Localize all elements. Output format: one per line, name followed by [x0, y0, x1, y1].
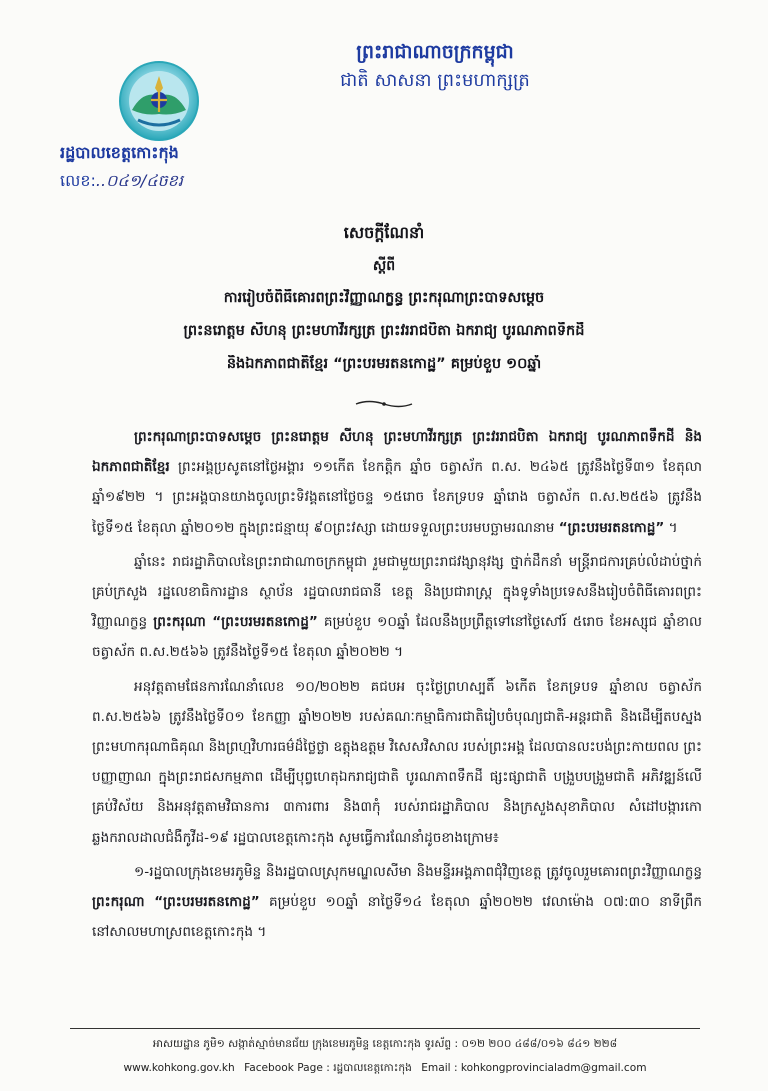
facebook-label: Facebook Page : [244, 1062, 330, 1074]
item-1-text: ១-រដ្ឋបាលក្រុងខេមរភូមិន្ទ និងរដ្ឋបាលស្រុកមណ្ឌលសីមា និងមន្ទីរអង្គភាពជុំវិញខេត្ត ត្រូវចូលរួមគោរពព្រះវិញ្ញាណក្ខន្ធ [134, 863, 702, 880]
provincial-logo [118, 60, 200, 142]
footer-divider [70, 1028, 700, 1029]
email-label: Email : [421, 1062, 458, 1074]
reference-label: លេខ: [60, 171, 96, 190]
kingdom-name: ព្រះរាជាណាចក្រកម្ពុជា [356, 41, 514, 63]
paragraph-2-end: គម្រប់ខួប ១០ឆ្នាំ ដែលនឹងប្រព្រឹត្តទៅនៅថ្ងៃសៅរ៍ ៥រោច ខែអស្សុជ ឆ្នាំខាល ចត្វាស័ក ព.ស.២៥៦៦ ត្រូវនឹងថ្ងៃទី១៥ ខែតុលា ឆ្នាំ២០២២ ។ [92, 614, 703, 661]
office-name: រដ្ឋបាលខេត្តកោះកុង [60, 143, 179, 162]
paragraph-2-text: ឆ្នាំនេះ រាជរដ្ឋាភិបាលនៃព្រះរាជាណាចក្រកម្ពុជា រួមជាមួយព្រះរាជវង្សានុវង្ស ថ្នាក់ដឹកនាំ មន្ត្រីរាជការគ្រប់លំដាប់ថ្នាក់ គ្រប់ក្រសួង រដ្ឋលេខាធិការដ្ឋាន ស្ថាប័ន រដ្ឋបាលរាជធានី ខេត្ត និងប្រជារាស្ត្រ ក្នុងទូទាំងប្រទេសនឹងរៀបចំពិធីគោរពព្រះវិញ្ញាណក្ខន្ធ [92, 553, 702, 631]
title-about: ស្ដីពី [372, 258, 396, 274]
reference-number [60, 170, 260, 194]
reference-value: ..០៤១/៤ចខរ [95, 171, 183, 190]
document-title [90, 222, 678, 388]
paragraph-3: អនុវត្តតាមផែនការណែនាំលេខ ១០/២០២២ គជបអ ចុះថ្ងៃព្រហស្បតិ៍ ៦កើត ខែភទ្របទ ឆ្នាំខាល ចត្វាស័ក ព.ស.២៥៦៦ ត្រូវនឹងថ្ងៃទី០១ ខែកញ្ញា ឆ្នាំ២០២២ របស់គណៈកម្មាធិការជាតិរៀបចំបុណ្យជាតិ-អន្តរជាតិ និងដើម្បីតបស្នងព្រះមហាករុណាធិគុណ និងព្រហ្មវិហារធម៌ដ៏ថ្លៃថ្លា ឧត្តុងឧត្តម វិសេសវិសាល របស់ព្រះអង្គ ដែលបានលះបង់ព្រះកាយពល ព្រះបញ្ញាញាណ ក្នុងព្រះរាជសកម្មភាព ដើម្បីបុព្វហេតុឯករាជ្យជាតិ បូរណភាពទឹកដី ផ្សះផ្សាជាតិ បង្រួបបង្រួមជាតិ អភិវឌ្ឍន៍លើគ្រប់វិស័យ និងអនុវត្តតាមវិធានការ ៣ការពារ និង៣កុំ របស់រាជរដ្ឋាភិបាល និងក្រសួងសុខាភិបាល សំដៅបង្ការកោឆ្លងករាលដាលជំងឺកូវីដ-១៩ រដ្ឋបាលខេត្តកោះកុង សូមធ្វើការណែនាំដូចខាងក្រោម៖ [92, 678, 702, 846]
footer-address: អាសយដ្ឋាន ភូមិ១ សង្កាត់ស្មាច់មានជ័យ ក្រុងខេមរភូមិន្ទ ខេត្តកោះកុង ទូរស័ព្ទ : ០១២ ២០០ ៤៨៨/០១៦ ៨៤១ ២២៨ [152, 1038, 618, 1050]
posthumous-name: “ព្រះបរមរតនកោដ្ឋ” [558, 519, 665, 536]
facebook-page[interactable]: រដ្ឋបាលខេត្តកោះកុង [333, 1062, 412, 1074]
footer-contacts [70, 1056, 700, 1080]
title-main: សេចក្ដីណែនាំ [343, 223, 425, 242]
king-title: ព្រះករុណាព្រះបាទសម្ដេច ព្រះនរោត្តម សីហនុ ព្រះមហាវីរក្សត្រ ព្រះវររាជបិតា ឯករាជ្យ បូរណភាពទឹកដី និងឯកភាពជាតិខ្មែរ [92, 429, 702, 476]
title-ornament [354, 398, 414, 410]
issuing-office [60, 142, 260, 194]
instruction-item-1 [92, 857, 702, 948]
item-1-end: គម្រប់ខួប ១០ឆ្នាំ នាថ្ងៃទី១៤ ខែតុលា ឆ្នាំ២០២២ វេលាម៉ោង ០៧:៣០ នាទីព្រឹក នៅសាលមហាស្រពខេត្តកោះកុង ។ [92, 894, 702, 941]
national-motto: ជាតិ សាសនា ព្រះមហាក្សត្រ [340, 69, 530, 91]
paragraph-1 [92, 422, 702, 543]
paragraph-2 [92, 547, 702, 668]
item-1-bold: ព្រះករុណា “ព្រះបរមរតនកោដ្ឋ” [92, 894, 260, 911]
title-line-2: ព្រះនរោត្តម សីហនុ ព្រះមហាវីរក្សត្រ ព្រះវររាជបិតា ឯករាជ្យ បូរណភាពទឹកដី [183, 323, 585, 339]
document-body [92, 422, 702, 947]
footer [70, 1032, 700, 1080]
paragraph-2-bold: ព្រះករុណា “ព្រះបរមរតនកោដ្ឋ” [153, 614, 318, 631]
email-address[interactable]: kohkongprovincialadm@gmail.com [460, 1062, 647, 1074]
paragraph-1-end: ។ [664, 519, 678, 536]
kingdom-motto [290, 40, 580, 92]
website-link[interactable]: www.kohkong.gov.kh [123, 1062, 235, 1074]
title-line-1: ការរៀបចំពិធីគោរពព្រះវិញ្ញាណក្ខន្ធ ព្រះករុណាព្រះបាទសម្ដេច [223, 290, 545, 306]
paragraph-1-text: ព្រះអង្គប្រសូតនៅថ្ងៃអង្គារ ១១កើត ខែកត្តិក ឆ្នាំច ចត្វាស័ក ព.ស. ២៤៦៥ ត្រូវនឹងថ្ងៃទី៣១ ខែតុលា ឆ្នាំ១៩២២ ។ ព្រះអង្គបានយាងចូលព្រះទិវង្គតនៅថ្ងៃចន្ទ ១៥រោច ខែភទ្របទ ឆ្នាំរោង ចត្វាស័ក ព.ស.២៥៥៦ ត្រូវនឹងថ្ងៃទី១៥ ខែតុលា ឆ្នាំ២០១២ ក្នុងព្រះជន្មាយុ ៩០ព្រះវស្សា ដោយទទួលព្រះបរមបច្ឆាមរណនាម [92, 459, 702, 536]
title-line-3: និងឯកភាពជាតិខ្មែរ “ព្រះបរមរតនកោដ្ឋ” គម្រប់ខួប ១០ឆ្នាំ [226, 356, 542, 372]
